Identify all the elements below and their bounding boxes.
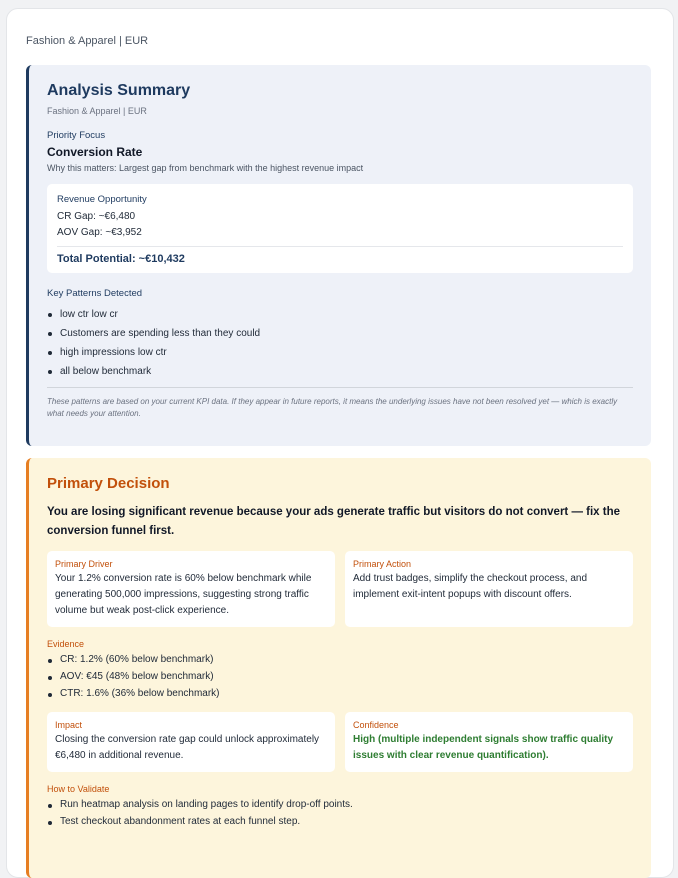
confidence-label: Confidence bbox=[353, 720, 399, 730]
primary-driver-label: Primary Driver bbox=[55, 559, 113, 569]
list-item: CTR: 1.6% (36% below benchmark) bbox=[47, 685, 633, 702]
list-item: high impressions low ctr bbox=[47, 343, 634, 362]
how-to-validate-label: How to Validate bbox=[47, 784, 110, 794]
driver-action-row bbox=[47, 551, 633, 627]
key-patterns-label: Key Patterns Detected bbox=[47, 288, 143, 299]
key-patterns-list bbox=[47, 305, 634, 381]
list-item: low ctr low cr bbox=[47, 305, 634, 324]
patterns-disclaimer: These patterns are based on your current KPI data. If they appear in future reports, it means the underlying issues have not been resolved yet — which is exactly what needs your attention. bbox=[47, 387, 633, 420]
evidence-list bbox=[47, 651, 633, 702]
revenue-opportunity-label: Revenue Opportunity bbox=[57, 194, 147, 205]
analysis-summary-card bbox=[26, 65, 651, 446]
primary-action-box bbox=[345, 551, 633, 627]
primary-action-text: Add trust badges, simplify the checkout process, and implement exit-intent popups with discount offers. bbox=[353, 573, 588, 600]
priority-focus-title: Conversion Rate bbox=[47, 145, 143, 159]
primary-driver-text: Your 1.2% conversion rate is 60% below benchmark while generating 500,000 impressions, suggesting strong traffic volume but weak post-click experience. bbox=[55, 573, 312, 616]
primary-driver-box bbox=[47, 551, 335, 627]
priority-focus-why: Why this matters: Largest gap from benchmark with the highest revenue impact bbox=[47, 163, 364, 173]
list-item: CR: 1.2% (60% below benchmark) bbox=[47, 651, 633, 668]
priority-focus-label: Priority Focus bbox=[47, 130, 106, 141]
report-page bbox=[6, 8, 674, 878]
list-item: all below benchmark bbox=[47, 362, 634, 381]
summary-title: Analysis Summary bbox=[47, 82, 191, 99]
impact-label: Impact bbox=[55, 720, 83, 730]
list-item: Run heatmap analysis on landing pages to identify drop-off points. bbox=[47, 796, 633, 813]
page-meta: Fashion & Apparel | EUR bbox=[26, 35, 149, 47]
list-item: AOV: €45 (48% below benchmark) bbox=[47, 668, 633, 685]
primary-action-label: Primary Action bbox=[353, 559, 412, 569]
impact-box bbox=[47, 712, 335, 772]
cr-gap: CR Gap: ~€6,480 bbox=[57, 211, 136, 222]
summary-subtitle: Fashion & Apparel | EUR bbox=[47, 106, 147, 116]
total-potential: Total Potential: ~€10,432 bbox=[57, 246, 623, 265]
primary-decision-card bbox=[26, 458, 651, 878]
aov-gap: AOV Gap: ~€3,952 bbox=[57, 227, 142, 238]
decision-title: Primary Decision bbox=[47, 475, 170, 492]
validate-list bbox=[47, 796, 633, 830]
impact-confidence-row bbox=[47, 712, 633, 772]
decision-headline: You are losing significant revenue because your ads generate traffic but visitors do not convert — fix the conversion funnel first. bbox=[47, 506, 621, 537]
list-item: Test checkout abandonment rates at each funnel step. bbox=[47, 813, 633, 830]
list-item: Customers are spending less than they could bbox=[47, 324, 634, 343]
revenue-opportunity-box bbox=[47, 184, 633, 273]
evidence-label: Evidence bbox=[47, 639, 85, 649]
confidence-text: High (multiple independent signals show traffic quality issues with clear revenue quantification). bbox=[353, 734, 614, 761]
impact-text: Closing the conversion rate gap could unlock approximately €6,480 in additional revenue. bbox=[55, 734, 320, 761]
confidence-box bbox=[345, 712, 633, 772]
